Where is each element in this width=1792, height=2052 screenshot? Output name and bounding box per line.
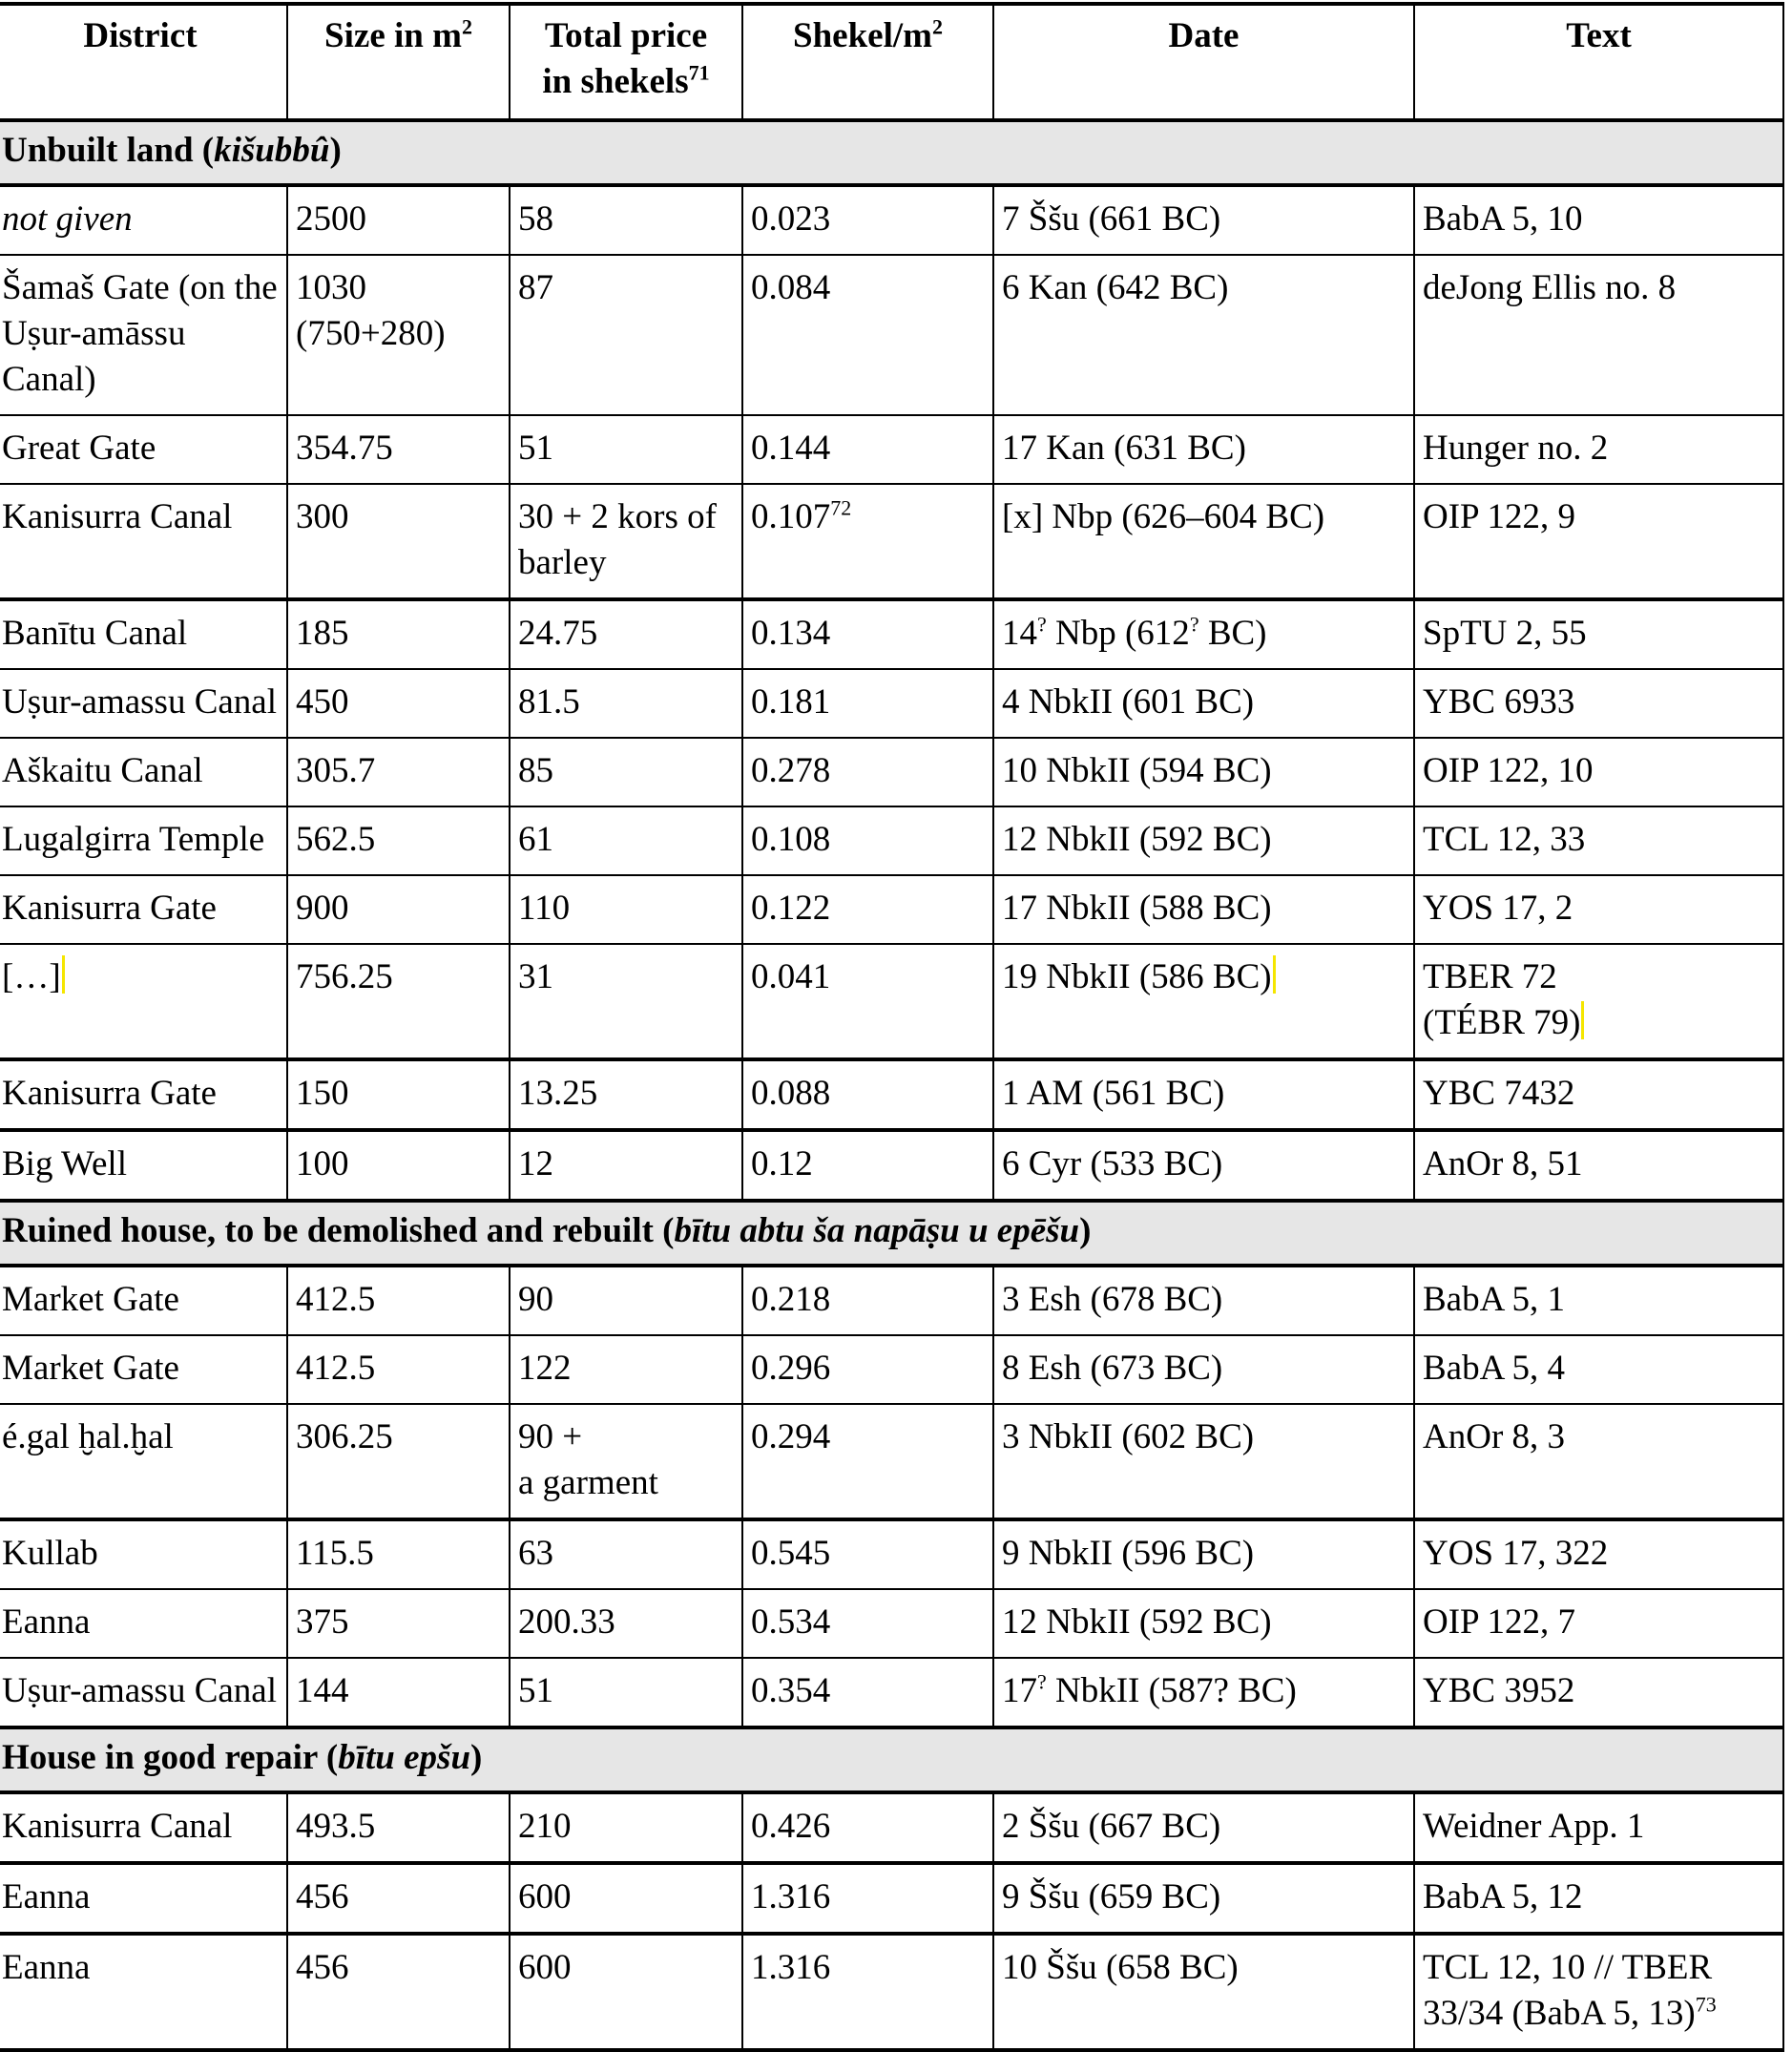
- section-title: Unbuilt land (kišubbû): [0, 120, 1783, 185]
- cell-date: 6 Kan (642 BC): [993, 255, 1414, 415]
- cell-shekel-m2: 0.108: [742, 806, 993, 875]
- header-total-price: Total price in shekels$^{71}$: [510, 4, 742, 120]
- cell-shekel-m2: 1.316: [742, 1934, 993, 2050]
- cell-shekel-m2: 0.354: [742, 1658, 993, 1727]
- highlight-marker: [1273, 955, 1276, 994]
- table-row: [0, 484, 1783, 599]
- cell-price: 87: [510, 255, 742, 415]
- cell-price: 90: [510, 1266, 742, 1335]
- cell-date: 17? NbkII (587? BC): [993, 1658, 1414, 1727]
- cell-size: 150: [287, 1059, 510, 1130]
- cell-price: 51: [510, 1658, 742, 1727]
- cell-size: 2500: [287, 185, 510, 255]
- cell-shekel-m2: 0.294: [742, 1404, 993, 1519]
- cell-shekel-m2: 0.122: [742, 875, 993, 944]
- cell-text: BabA 5, 10: [1414, 185, 1783, 255]
- cell-district: Kanisurra Gate: [0, 875, 287, 944]
- cell-text: YOS 17, 322: [1414, 1519, 1783, 1589]
- cell-date: 6 Cyr (533 BC): [993, 1130, 1414, 1201]
- cell-date: 4 NbkII (601 BC): [993, 669, 1414, 738]
- header-date: Date: [993, 4, 1414, 120]
- cell-shekel-m2: 0.278: [742, 738, 993, 806]
- cell-price: 110: [510, 875, 742, 944]
- cell-shekel-m2: 0.181: [742, 669, 993, 738]
- cell-text: TCL 12, 33: [1414, 806, 1783, 875]
- section-row: [0, 120, 1783, 185]
- table-row: [0, 1335, 1783, 1404]
- header-row: [0, 4, 1783, 120]
- cell-shekel-m2: 0.084: [742, 255, 993, 415]
- table-row: [0, 806, 1783, 875]
- cell-text: BabA 5, 1: [1414, 1266, 1783, 1335]
- footnote-ref: 71: [688, 60, 710, 85]
- cell-text: YBC 7432: [1414, 1059, 1783, 1130]
- cell-date: 2 Ššu (667 BC): [993, 1792, 1414, 1863]
- cell-price: 30 + 2 kors of barley: [510, 484, 742, 599]
- cell-date: 9 NbkII (596 BC): [993, 1519, 1414, 1589]
- cell-district: Big Well: [0, 1130, 287, 1201]
- cell-price: 31: [510, 944, 742, 1059]
- cell-size: 756.25: [287, 944, 510, 1059]
- land-price-table: [0, 2, 1784, 2052]
- cell-price: 200.33: [510, 1589, 742, 1658]
- table-row: [0, 944, 1783, 1059]
- cell-size: 185: [287, 599, 510, 669]
- footnote-ref: 73: [1695, 1992, 1717, 2017]
- cell-district: Great Gate: [0, 415, 287, 484]
- cell-size: 412.5: [287, 1335, 510, 1404]
- cell-district: Market Gate: [0, 1335, 287, 1404]
- header-text: Text: [1414, 4, 1783, 120]
- cell-size: 1030 (750+280): [287, 255, 510, 415]
- cell-district: Uṣur-amassu Canal: [0, 1658, 287, 1727]
- cell-price: 58: [510, 185, 742, 255]
- cell-price: 63: [510, 1519, 742, 1589]
- cell-price: 90 + a garment: [510, 1404, 742, 1519]
- cell-date: [x] Nbp (626–604 BC): [993, 484, 1414, 599]
- cell-price: 12: [510, 1130, 742, 1201]
- cell-date: 14? Nbp (612? BC): [993, 599, 1414, 669]
- table-row: [0, 415, 1783, 484]
- cell-shekel-m2: 0.534: [742, 1589, 993, 1658]
- cell-size: 412.5: [287, 1266, 510, 1335]
- cell-size: 900: [287, 875, 510, 944]
- cell-price: 61: [510, 806, 742, 875]
- cell-district: Kanisurra Canal: [0, 484, 287, 599]
- cell-text: AnOr 8, 51: [1414, 1130, 1783, 1201]
- cell-size: 562.5: [287, 806, 510, 875]
- cell-price: 600: [510, 1863, 742, 1934]
- cell-size: 305.7: [287, 738, 510, 806]
- cell-date: 3 NbkII (602 BC): [993, 1404, 1414, 1519]
- cell-text: OIP 122, 9: [1414, 484, 1783, 599]
- cell-text: TCL 12, 10 // TBER 33/34 (BabA 5, 13)$^{73}$: [1414, 1934, 1783, 2050]
- table-row: [0, 1130, 1783, 1201]
- cell-size: 115.5: [287, 1519, 510, 1589]
- cell-district: Kullab: [0, 1519, 287, 1589]
- cell-district: not given: [0, 185, 287, 255]
- section-title: Ruined house, to be demolished and rebuilt (bītu abtu ša napāṣu u epēšu): [0, 1201, 1783, 1266]
- cell-shekel-m2: 0.296: [742, 1335, 993, 1404]
- cell-shekel-m2: 0.426: [742, 1792, 993, 1863]
- cell-shekel-m2: 1.316: [742, 1863, 993, 1934]
- cell-shekel-m2: 0.041: [742, 944, 993, 1059]
- cell-size: 493.5: [287, 1792, 510, 1863]
- header-district: District: [0, 4, 287, 120]
- table-row: [0, 875, 1783, 944]
- cell-date: 17 Kan (631 BC): [993, 415, 1414, 484]
- table-row: [0, 1792, 1783, 1863]
- cell-text: Hunger no. 2: [1414, 415, 1783, 484]
- cell-text: BabA 5, 12: [1414, 1863, 1783, 1934]
- cell-text: deJong Ellis no. 8: [1414, 255, 1783, 415]
- cell-text: SpTU 2, 55: [1414, 599, 1783, 669]
- cell-price: 85: [510, 738, 742, 806]
- table-row: [0, 255, 1783, 415]
- table-row: [0, 1266, 1783, 1335]
- cell-size: 306.25: [287, 1404, 510, 1519]
- cell-shekel-m2: 0.218: [742, 1266, 993, 1335]
- cell-size: 100: [287, 1130, 510, 1201]
- cell-district: Lugalgirra Temple: [0, 806, 287, 875]
- cell-district: […]: [0, 944, 287, 1059]
- table-row: [0, 738, 1783, 806]
- cell-district: Banītu Canal: [0, 599, 287, 669]
- section-row: [0, 1201, 1783, 1266]
- table-row: [0, 185, 1783, 255]
- cell-text: OIP 122, 10: [1414, 738, 1783, 806]
- cell-shekel-m2: 0.088: [742, 1059, 993, 1130]
- cell-date: 3 Esh (678 BC): [993, 1266, 1414, 1335]
- cell-text: YBC 6933: [1414, 669, 1783, 738]
- cell-district: Eanna: [0, 1863, 287, 1934]
- cell-date: 17 NbkII (588 BC): [993, 875, 1414, 944]
- cell-shekel-m2: 0.107$^{72}$: [742, 484, 993, 599]
- cell-shekel-m2: 0.134: [742, 599, 993, 669]
- cell-district: Market Gate: [0, 1266, 287, 1335]
- cell-price: 81.5: [510, 669, 742, 738]
- cell-size: 450: [287, 669, 510, 738]
- cell-size: 456: [287, 1934, 510, 2050]
- cell-size: 300: [287, 484, 510, 599]
- cell-date: 19 NbkII (586 BC): [993, 944, 1414, 1059]
- cell-district: Aškaitu Canal: [0, 738, 287, 806]
- table-row: [0, 1404, 1783, 1519]
- cell-date: 10 Ššu (658 BC): [993, 1934, 1414, 2050]
- cell-date: 12 NbkII (592 BC): [993, 1589, 1414, 1658]
- table-row: [0, 1658, 1783, 1727]
- cell-date: 8 Esh (673 BC): [993, 1335, 1414, 1404]
- cell-date: 10 NbkII (594 BC): [993, 738, 1414, 806]
- cell-date: 9 Ššu (659 BC): [993, 1863, 1414, 1934]
- cell-date: 1 AM (561 BC): [993, 1059, 1414, 1130]
- cell-price: 600: [510, 1934, 742, 2050]
- cell-size: 456: [287, 1863, 510, 1934]
- table-row: [0, 1589, 1783, 1658]
- highlight-marker: [1581, 1001, 1584, 1039]
- cell-text: BabA 5, 4: [1414, 1335, 1783, 1404]
- section-row: [0, 1727, 1783, 1792]
- table-row: [0, 1863, 1783, 1934]
- cell-text: YOS 17, 2: [1414, 875, 1783, 944]
- table-row: [0, 1934, 1783, 2050]
- table-row: [0, 599, 1783, 669]
- cell-text: AnOr 8, 3: [1414, 1404, 1783, 1519]
- cell-shekel-m2: 0.12: [742, 1130, 993, 1201]
- header-shekel-per-m2: Shekel/$m^2$: [742, 4, 993, 120]
- cell-district: Eanna: [0, 1589, 287, 1658]
- cell-size: 144: [287, 1658, 510, 1727]
- cell-text: Weidner App. 1: [1414, 1792, 1783, 1863]
- table-row: [0, 1519, 1783, 1589]
- cell-district: é.gal ḫal.ḫal: [0, 1404, 287, 1519]
- cell-district: Eanna: [0, 1934, 287, 2050]
- cell-size: 375: [287, 1589, 510, 1658]
- cell-district: Kanisurra Gate: [0, 1059, 287, 1130]
- table-row: [0, 669, 1783, 738]
- cell-price: 24.75: [510, 599, 742, 669]
- cell-price: 13.25: [510, 1059, 742, 1130]
- cell-shekel-m2: 0.144: [742, 415, 993, 484]
- highlight-marker: [62, 955, 65, 994]
- cell-price: 122: [510, 1335, 742, 1404]
- cell-text: YBC 3952: [1414, 1658, 1783, 1727]
- cell-district: Kanisurra Canal: [0, 1792, 287, 1863]
- cell-district: Uṣur-amassu Canal: [0, 669, 287, 738]
- table-row: [0, 1059, 1783, 1130]
- cell-date: 12 NbkII (592 BC): [993, 806, 1414, 875]
- cell-text: TBER 72 (TÉBR 79): [1414, 944, 1783, 1059]
- cell-shekel-m2: 0.545: [742, 1519, 993, 1589]
- footnote-ref: 72: [830, 495, 852, 520]
- cell-date: 7 Ššu (661 BC): [993, 185, 1414, 255]
- cell-price: 210: [510, 1792, 742, 1863]
- cell-shekel-m2: 0.023: [742, 185, 993, 255]
- header-size: Size in $m^2$: [287, 4, 510, 120]
- cell-district: Šamaš Gate (on the Uṣur-amāssu Canal): [0, 255, 287, 415]
- section-title: House in good repair (bītu epšu): [0, 1727, 1783, 1792]
- cell-price: 51: [510, 415, 742, 484]
- cell-size: 354.75: [287, 415, 510, 484]
- cell-text: OIP 122, 7: [1414, 1589, 1783, 1658]
